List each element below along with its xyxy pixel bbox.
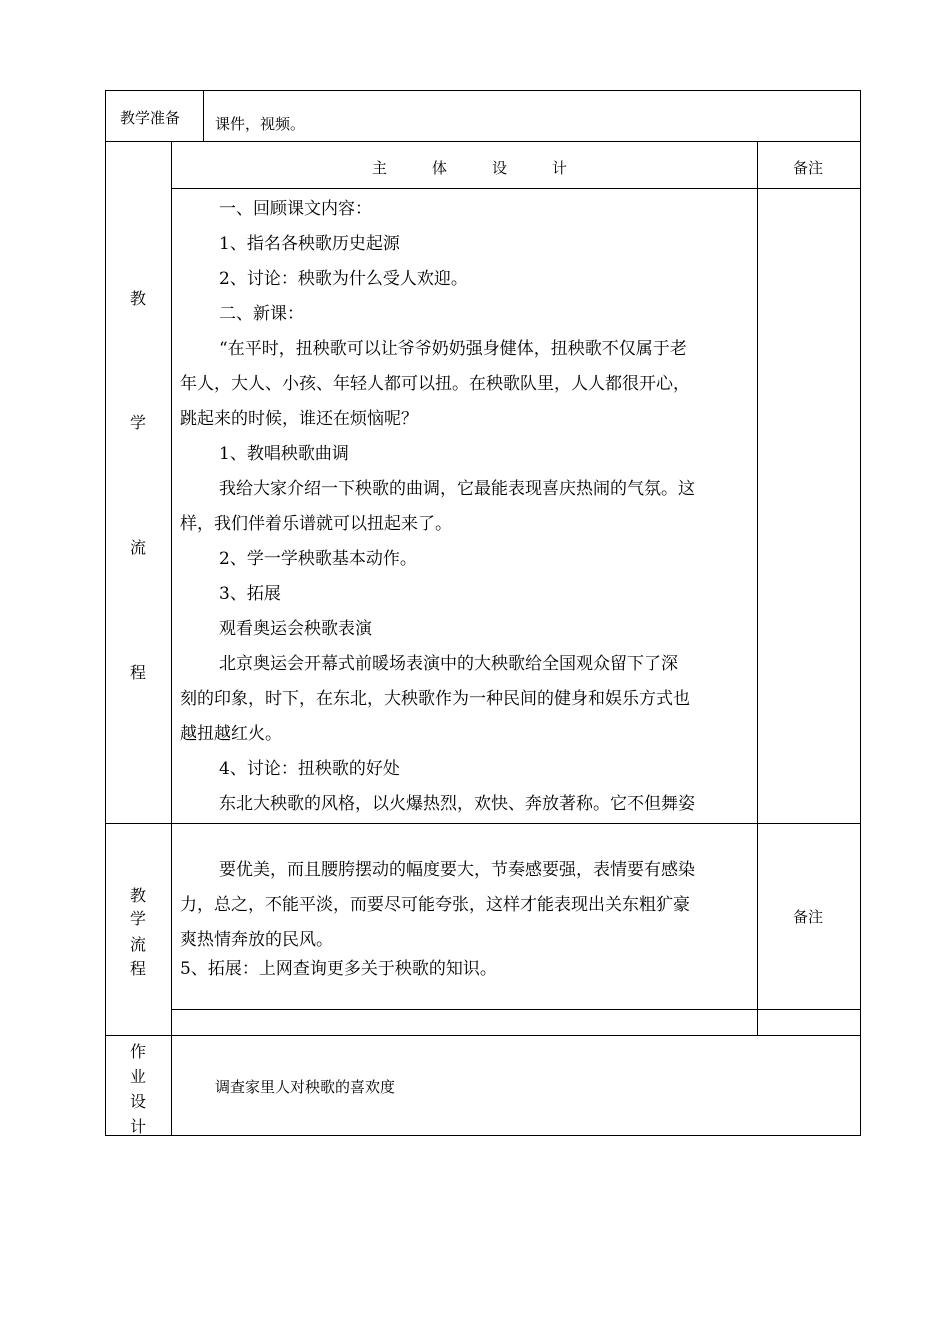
flow-label-char: 程 [129,663,146,682]
flow-line: 5、拓展：上网查询更多关于秧歌的知识。 [180,959,497,979]
row-divider [105,141,861,142]
flow-label-char: 流 [129,935,146,954]
row-divider [105,823,861,824]
flow-line: 观看奥运会秧歌表演 [219,619,372,639]
flow-line: 东北大秧歌的风格，以火爆热烈，欢快、奔放著称。它不但舞姿 [219,794,695,814]
flow-line: 北京奥运会开幕式前暖场表演中的大秧歌给全国观众留下了深 [219,654,678,674]
flow-line: 4、讨论：扭秧歌的好处 [219,759,400,779]
flow-label-char: 教 [129,886,146,905]
column-divider [203,90,204,141]
flow-line: 一、回顾课文内容： [219,199,372,219]
flow-line: 二、新课： [219,304,304,324]
prep-label: 教学准备 [120,109,181,127]
flow-line: 力，总之，不能平淡，而要尽可能夸张，这样才能表现出关东粗犷豪 [180,895,690,915]
flow-label-char: 学 [129,909,146,928]
flow-line: “在平时，扭秧歌可以让爷爷奶奶强身健体，扭秧歌不仅属于老 [219,339,687,359]
flow-label-char: 流 [129,538,146,557]
homework-label-char: 计 [129,1117,146,1136]
flow-line: 我给大家介绍一下秧歌的曲调，它最能表现喜庆热闹的气氛。这 [219,479,695,499]
main-design-header: 主 体 设 计 [372,159,568,177]
prep-content: 课件，视频。 [215,115,306,133]
flow-label-char: 学 [129,413,146,432]
flow-line: 3、拓展 [219,584,281,604]
flow-label-char: 程 [129,959,146,978]
homework-content: 调查家里人对秧歌的喜欢度 [215,1078,396,1096]
table-border-bottom [105,1135,861,1136]
flow-line: 样，我们伴着乐谱就可以扭起来了。 [180,514,452,534]
column-divider [757,141,758,1036]
flow-line: 2、学一学秧歌基本动作。 [219,549,417,569]
homework-label-char: 设 [129,1092,146,1111]
flow-line: 爽热情奔放的民风。 [180,930,333,950]
table-border-top [105,90,861,91]
flow-line: 刻的印象，时下，在东北，大秧歌作为一种民间的健身和娱乐方式也 [180,689,690,709]
flow-line: 跳起来的时候，谁还在烦恼呢？ [180,409,418,429]
flow-line: 越扭越红火。 [180,724,282,744]
note-header: 备注 [793,159,824,177]
table-border-right [860,90,861,1136]
flow-line: 年人，大人、小孩、年轻人都可以扭。在秧歌队里，人人都很开心， [180,374,690,394]
flow-line: 2、讨论：秧歌为什么受人欢迎。 [219,269,468,289]
flow-line: 1、教唱秧歌曲调 [219,444,349,464]
column-divider [171,141,172,1136]
flow-line: 1、指名各秧歌历史起源 [219,234,400,254]
homework-label-char: 作 [129,1042,146,1061]
flow-label-char: 教 [129,289,146,308]
table-border-left [105,90,106,1136]
flow-line: 要优美，而且腰胯摆动的幅度要大，节奏感要强，表情要有感染 [219,860,695,880]
row-divider [105,1035,861,1036]
homework-label-char: 业 [129,1067,146,1086]
note-label: 备注 [793,908,824,926]
